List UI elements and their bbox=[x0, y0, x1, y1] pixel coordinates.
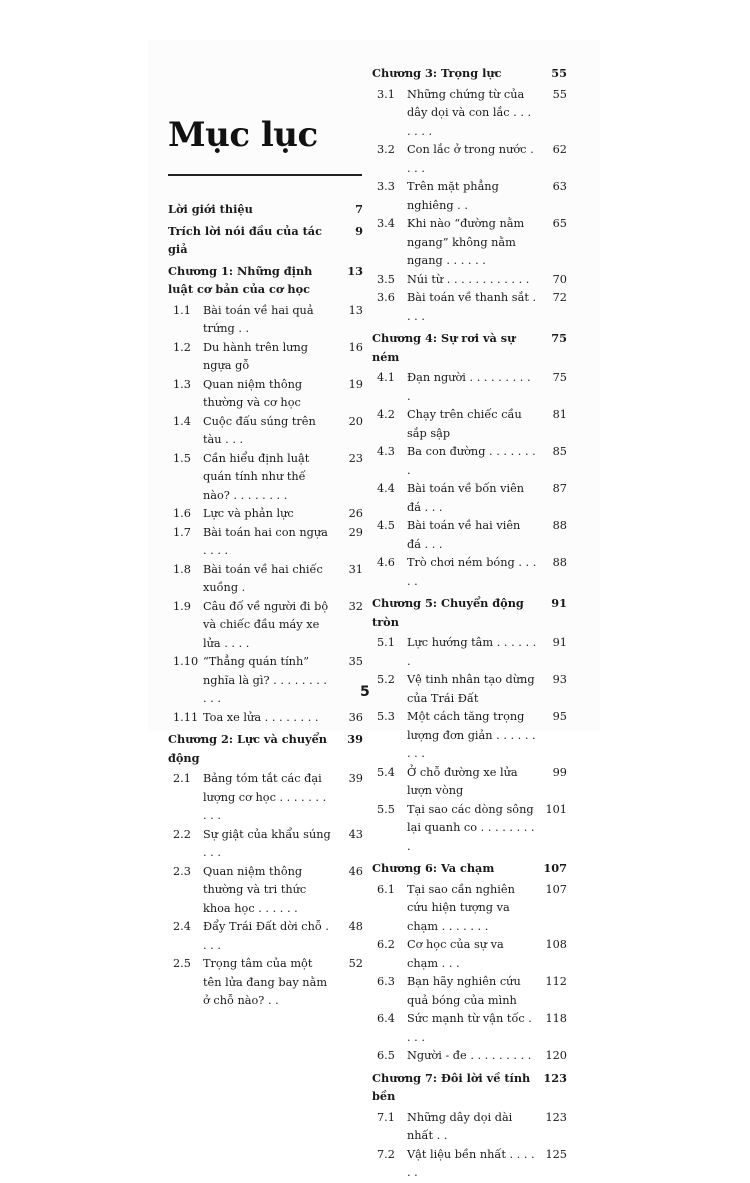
entry-page-number: 99 bbox=[552, 765, 567, 779]
toc-section-entry bbox=[168, 653, 363, 709]
toc-chapter-entry bbox=[372, 859, 567, 878]
entry-title: Lực hướng tâm . . . . . . . bbox=[407, 636, 537, 668]
toc-chapter-entry bbox=[372, 64, 567, 83]
section-number: 6.1 bbox=[377, 882, 395, 896]
toc-front-entry bbox=[168, 222, 363, 259]
entry-page-number: 29 bbox=[348, 525, 363, 539]
entry-page-number: 125 bbox=[545, 1147, 567, 1161]
entry-title: Quan niệm thông thường và cơ học bbox=[203, 377, 303, 409]
section-number: 1.6 bbox=[173, 507, 191, 520]
section-number: 1.10 bbox=[173, 655, 199, 668]
entry-page-number: 91 bbox=[551, 596, 567, 610]
entry-title: Chương 7: Đôi lời về tính bền bbox=[372, 1070, 531, 1103]
entry-title: Chương 5: Chuyển động tròn bbox=[372, 596, 524, 629]
entry-page-number: 108 bbox=[545, 938, 567, 951]
entry-title: Trên mặt phẳng nghiêng . . bbox=[407, 180, 499, 212]
entry-page-number: 23 bbox=[348, 451, 363, 465]
entry-page-number: 85 bbox=[552, 445, 567, 458]
section-number: 2.4 bbox=[173, 920, 191, 933]
toc-right-column bbox=[372, 61, 567, 1183]
entry-page-number: 120 bbox=[545, 1049, 567, 1062]
entry-page-number: 87 bbox=[552, 482, 567, 495]
toc-section-entry bbox=[372, 406, 567, 443]
entry-title: Toa xe lửa . . . . . . . . bbox=[203, 710, 319, 724]
toc-section-entry bbox=[372, 801, 567, 857]
section-number: 1.5 bbox=[173, 451, 191, 465]
entry-page-number: 9 bbox=[355, 223, 363, 238]
section-number: 3.3 bbox=[377, 180, 395, 193]
entry-title: Du hành trên lưng ngựa gỗ bbox=[203, 340, 308, 372]
entry-title: Những dây dọi dài nhất . . bbox=[407, 1110, 513, 1142]
section-number: 3.1 bbox=[377, 87, 395, 101]
entry-title: Trích lời nói đầu của tác giả bbox=[168, 223, 323, 256]
entry-page-number: 123 bbox=[545, 1110, 567, 1124]
toc-section-entry bbox=[372, 1109, 567, 1146]
section-number: 4.6 bbox=[377, 556, 395, 569]
entry-title: Cơ học của sự va chạm . . . bbox=[407, 938, 504, 970]
page-title: Mục lục bbox=[168, 115, 318, 155]
entry-title: Bài toán về hai viên đá . . . bbox=[407, 519, 521, 551]
section-number: 3.4 bbox=[377, 217, 395, 230]
entry-page-number: 93 bbox=[552, 673, 567, 686]
entry-page-number: 13 bbox=[348, 303, 363, 317]
toc-section-entry bbox=[168, 505, 363, 524]
section-number: 1.7 bbox=[173, 525, 191, 539]
entry-page-number: 48 bbox=[348, 920, 363, 933]
toc-section-entry bbox=[372, 634, 567, 671]
toc-section-entry bbox=[168, 376, 363, 413]
entry-title: Núi từ . . . . . . . . . . . . bbox=[407, 272, 530, 286]
toc-section-entry bbox=[372, 86, 567, 142]
toc-section-entry bbox=[372, 764, 567, 801]
toc-section-entry bbox=[168, 302, 363, 339]
entry-title: Bảng tóm tắt các đại lượng cơ học . . . . . . . . . . bbox=[203, 772, 327, 822]
section-number: 7.1 bbox=[377, 1110, 395, 1124]
entry-page-number: 118 bbox=[545, 1012, 567, 1025]
entry-page-number: 63 bbox=[552, 180, 567, 193]
section-number: 1.11 bbox=[173, 710, 199, 724]
entry-page-number: 20 bbox=[348, 414, 363, 428]
entry-title: Lời giới thiệu bbox=[168, 202, 253, 216]
toc-left-column bbox=[168, 200, 363, 1011]
section-number: 4.3 bbox=[377, 445, 395, 458]
entry-title: Câu đố về người đi bộ và chiếc đầu máy xe lửa . . . . bbox=[203, 599, 329, 650]
section-number: 7.2 bbox=[377, 1147, 395, 1161]
entry-title: Lực và phản lực bbox=[203, 507, 294, 520]
entry-page-number: 72 bbox=[552, 291, 567, 304]
entry-title: Tại sao các dòng sông lại quanh co . . . . . . . . . bbox=[407, 802, 535, 853]
entry-page-number: 62 bbox=[552, 143, 567, 156]
entry-page-number: 31 bbox=[348, 562, 363, 576]
entry-page-number: 91 bbox=[552, 636, 567, 649]
toc-section-entry bbox=[168, 339, 363, 376]
section-number: 5.5 bbox=[377, 802, 395, 816]
entry-title: Ba con đường . . . . . . . . bbox=[407, 445, 536, 477]
toc-section-entry bbox=[372, 443, 567, 480]
entry-page-number: 75 bbox=[552, 371, 567, 384]
entry-title: Một cách tăng trọng lượng đơn giản . . . . . . . . . bbox=[407, 710, 536, 760]
entry-title: Cuộc đấu súng trên tàu . . . bbox=[203, 414, 316, 446]
section-number: 2.2 bbox=[173, 827, 191, 841]
entry-page-number: 123 bbox=[543, 1070, 567, 1085]
entry-page-number: 32 bbox=[348, 599, 363, 613]
section-number: 6.3 bbox=[377, 975, 395, 988]
entry-page-number: 36 bbox=[348, 710, 363, 724]
toc-section-entry bbox=[372, 369, 567, 406]
entry-title: Vật liệu bền nhất . . . . . . bbox=[407, 1147, 535, 1179]
entry-title: Con lắc ở trong nước . . . . bbox=[407, 143, 534, 175]
toc-section-entry bbox=[372, 480, 567, 517]
toc-chapter-entry bbox=[372, 329, 567, 366]
section-number: 1.3 bbox=[173, 377, 191, 391]
entry-title: Bài toán về thanh sắt . . . . bbox=[407, 291, 537, 323]
entry-title: Vệ tinh nhân tạo dừng của Trái Đất bbox=[407, 673, 535, 705]
entry-title: Chương 1: Những định luật cơ bản của cơ học bbox=[168, 263, 313, 296]
entry-page-number: 13 bbox=[347, 263, 363, 278]
section-number: 2.1 bbox=[173, 772, 191, 785]
entry-title: Bài toán về hai chiếc xuồng . bbox=[203, 562, 323, 594]
entry-title: Đạn người . . . . . . . . . . bbox=[407, 371, 531, 403]
toc-chapter-entry bbox=[168, 730, 363, 767]
entry-title: Bài toán hai con ngựa . . . . bbox=[203, 525, 328, 557]
toc-section-entry bbox=[372, 936, 567, 973]
toc-section-entry bbox=[372, 271, 567, 290]
section-number: 5.2 bbox=[377, 673, 395, 686]
toc-section-entry bbox=[372, 973, 567, 1010]
section-number: 3.2 bbox=[377, 143, 395, 156]
entry-title: Quan niệm thông thường và tri thức khoa học . . . . . . bbox=[203, 864, 307, 915]
toc-section-entry bbox=[168, 955, 363, 1011]
section-number: 2.5 bbox=[173, 957, 191, 970]
toc-section-entry bbox=[372, 517, 567, 554]
section-number: 3.6 bbox=[377, 291, 395, 304]
toc-section-entry bbox=[372, 1010, 567, 1047]
toc-chapter-entry bbox=[372, 1069, 567, 1106]
entry-title: Chương 4: Sự rơi và sự ném bbox=[372, 331, 516, 364]
entry-title: Chạy trên chiếc cầu sắp sập bbox=[407, 408, 522, 440]
section-number: 1.8 bbox=[173, 562, 191, 576]
entry-page-number: 7 bbox=[355, 202, 363, 216]
toc-section-entry bbox=[372, 554, 567, 591]
entry-title: Bài toán về hai quả trứng . . bbox=[203, 303, 314, 335]
toc-section-entry bbox=[168, 918, 363, 955]
entry-page-number: 81 bbox=[552, 408, 567, 421]
toc-section-entry bbox=[168, 826, 363, 863]
section-number: 1.4 bbox=[173, 414, 191, 428]
section-number: 3.5 bbox=[377, 272, 395, 286]
entry-title: Những chứng từ của dây dọi và con lắc . . . . . . . bbox=[407, 87, 532, 138]
entry-title: Sự giật của khẩu súng . . . bbox=[203, 827, 331, 859]
entry-page-number: 112 bbox=[545, 975, 567, 988]
section-number: 1.2 bbox=[173, 340, 191, 354]
section-number: 4.2 bbox=[377, 408, 395, 421]
section-number: 4.4 bbox=[377, 482, 395, 495]
entry-title: Trò chơi ném bóng . . . . . bbox=[407, 556, 537, 588]
toc-section-entry bbox=[372, 708, 567, 764]
entry-page-number: 75 bbox=[551, 331, 567, 345]
section-number: 6.2 bbox=[377, 938, 395, 951]
toc-section-entry bbox=[372, 289, 567, 326]
entry-title: Đẩy Trái Đất dời chỗ . . . . bbox=[203, 920, 329, 952]
toc-chapter-entry bbox=[372, 594, 567, 631]
toc-section-entry bbox=[372, 178, 567, 215]
entry-title: Sức mạnh từ vận tốc . . . . bbox=[407, 1012, 532, 1044]
section-number: 2.3 bbox=[173, 864, 191, 878]
section-number: 4.5 bbox=[377, 519, 395, 532]
entry-page-number: 43 bbox=[348, 827, 363, 841]
entry-page-number: 101 bbox=[545, 802, 567, 816]
toc-section-entry bbox=[372, 215, 567, 271]
toc-section-entry bbox=[168, 413, 363, 450]
section-number: 5.4 bbox=[377, 765, 395, 779]
section-number: 5.1 bbox=[377, 636, 395, 649]
entry-title: Người - đe . . . . . . . . . bbox=[407, 1049, 532, 1062]
entry-title: Cần hiểu định luật quán tính như thế nào? . . . . . . . . bbox=[203, 451, 310, 502]
toc-section-entry bbox=[168, 561, 363, 598]
entry-page-number: 95 bbox=[552, 710, 567, 723]
entry-page-number: 55 bbox=[552, 87, 567, 101]
toc-section-entry bbox=[372, 881, 567, 937]
entry-title: Chương 3: Trọng lực bbox=[372, 66, 502, 80]
entry-page-number: 107 bbox=[543, 861, 567, 875]
entry-title: Bài toán về bốn viên đá . . . bbox=[407, 482, 525, 514]
entry-page-number: 35 bbox=[348, 655, 363, 668]
toc-chapter-entry bbox=[168, 262, 363, 299]
entry-page-number: 70 bbox=[552, 272, 567, 286]
section-number: 1.9 bbox=[173, 599, 191, 613]
entry-title: Khi nào “đường nằm ngang” không nằm ngang . . . . . . bbox=[407, 217, 525, 267]
entry-title: Chương 6: Va chạm bbox=[372, 861, 495, 875]
toc-section-entry bbox=[168, 524, 363, 561]
entry-title: “Thẳng quán tính” nghĩa là gì? . . . . . . . . . . . bbox=[203, 655, 328, 705]
toc-section-entry bbox=[168, 709, 363, 728]
toc-section-entry bbox=[168, 450, 363, 506]
entry-title: Ở chỗ đường xe lửa lượn vòng bbox=[407, 765, 518, 797]
entry-title: Chương 2: Lực và chuyển động bbox=[168, 732, 328, 765]
entry-page-number: 88 bbox=[552, 556, 567, 569]
entry-title: Tại sao cần nghiên cứu hiện tượng va chạm . . . . . . . bbox=[407, 882, 515, 933]
title-rule bbox=[168, 174, 362, 176]
entry-page-number: 19 bbox=[348, 377, 363, 391]
entry-page-number: 65 bbox=[552, 217, 567, 230]
entry-page-number: 46 bbox=[348, 864, 363, 878]
section-number: 6.4 bbox=[377, 1012, 395, 1025]
toc-section-entry bbox=[168, 770, 363, 826]
page-number: 5 bbox=[360, 684, 370, 700]
entry-page-number: 26 bbox=[348, 507, 363, 520]
entry-title: Bạn hãy nghiên cứu quả bóng của mình bbox=[407, 975, 521, 1007]
entry-page-number: 55 bbox=[551, 66, 567, 80]
entry-title: Trọng tâm của một tên lửa đang bay nằm ở chỗ nào? . . bbox=[203, 957, 328, 1007]
toc-section-entry bbox=[372, 1146, 567, 1183]
entry-page-number: 52 bbox=[348, 957, 363, 970]
entry-page-number: 88 bbox=[552, 519, 567, 532]
section-number: 4.1 bbox=[377, 371, 395, 384]
section-number: 5.3 bbox=[377, 710, 395, 723]
toc-section-entry bbox=[168, 863, 363, 919]
entry-page-number: 39 bbox=[348, 772, 363, 785]
toc-section-entry bbox=[372, 141, 567, 178]
section-number: 1.1 bbox=[173, 303, 191, 317]
toc-section-entry bbox=[372, 1047, 567, 1066]
entry-page-number: 16 bbox=[348, 340, 363, 354]
toc-section-entry bbox=[372, 671, 567, 708]
toc-front-entry bbox=[168, 200, 363, 219]
entry-page-number: 107 bbox=[545, 882, 567, 896]
entry-page-number: 39 bbox=[347, 732, 363, 746]
toc-section-entry bbox=[168, 598, 363, 654]
section-number: 6.5 bbox=[377, 1049, 395, 1062]
